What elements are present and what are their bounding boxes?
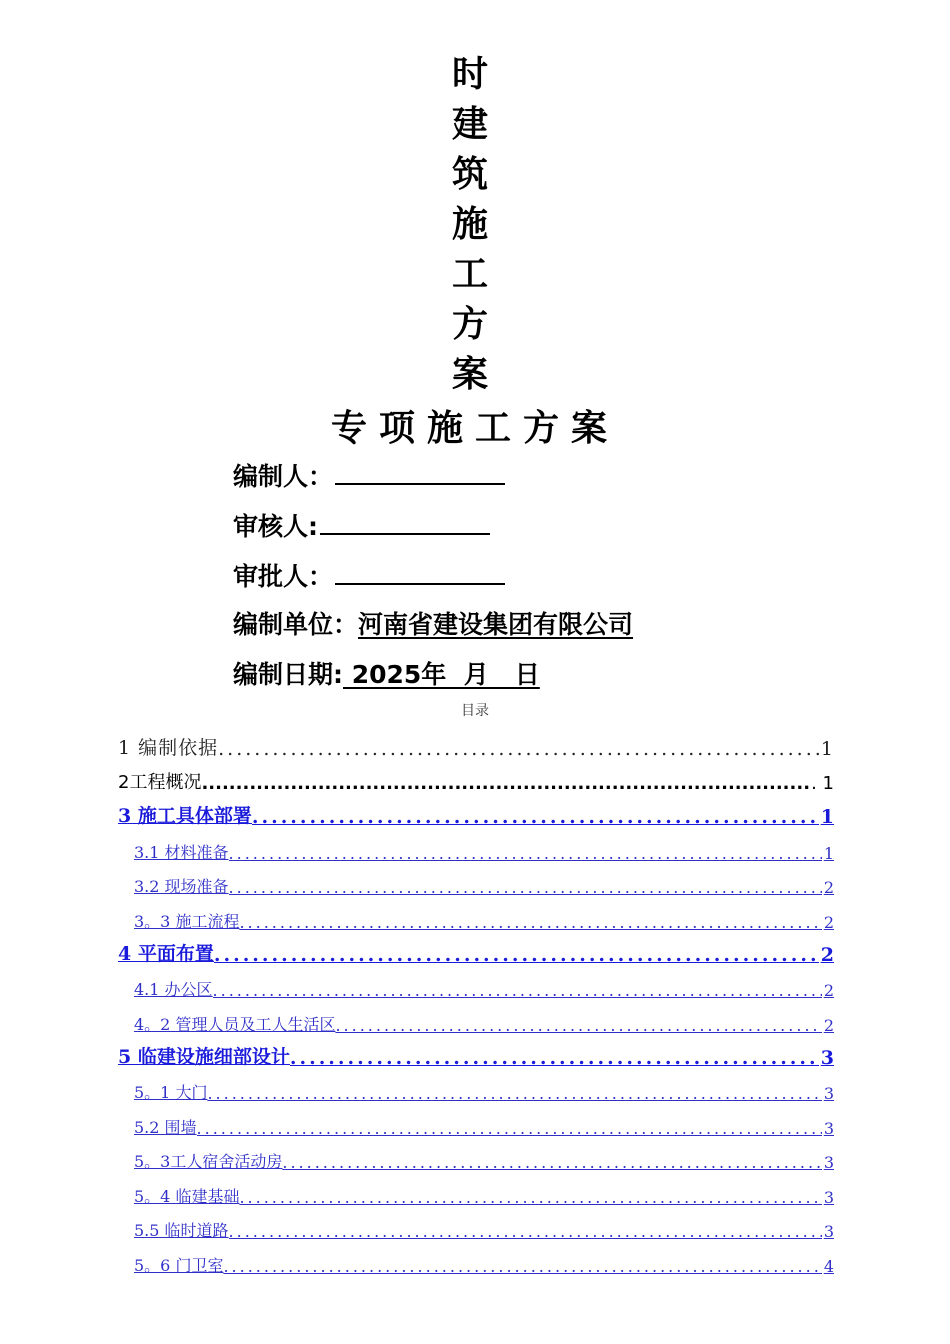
compiler-label: 编制人： (233, 462, 334, 491)
toc-leader (282, 1153, 821, 1172)
approver-blank[interactable] (335, 555, 505, 585)
table-of-contents (118, 726, 834, 1276)
cover-meta (233, 455, 833, 705)
unit-row (233, 605, 833, 655)
toc-link-section-3-2[interactable] (134, 863, 834, 898)
toc-leader (252, 806, 819, 828)
toc-leader (229, 844, 822, 863)
toc-entry-label: 5 临建设施细部设计 (118, 1045, 290, 1068)
reviewer-label: 审核人: (233, 512, 318, 541)
toc-entry-page: 3 (820, 1046, 834, 1069)
toc-leader (207, 1084, 821, 1103)
toc-link-section-4-2[interactable] (134, 1000, 834, 1035)
toc-entry-page: 2 (823, 912, 834, 932)
toc-entry-page: 1 (823, 843, 834, 863)
vertical-title-char: 施 (451, 204, 488, 245)
toc-leader (239, 1188, 821, 1207)
date-value: 2025年 月 日 (343, 660, 540, 689)
toc-leader (239, 913, 821, 932)
toc-entry-page: 4 (823, 1256, 834, 1276)
toc-leader (229, 878, 822, 897)
toc-link-section-5-5[interactable] (134, 1207, 834, 1242)
toc-entry-label: 4.1 办公区 (134, 980, 213, 999)
toc-entry-page: 3 (823, 1222, 834, 1241)
toc-entry-page: 3 (823, 1118, 834, 1138)
toc-leader (290, 1047, 819, 1069)
date-label: 编制日期: (233, 660, 343, 689)
toc-entry-label: 4 平面布置 (118, 942, 214, 965)
toc-entry-page: 2 (823, 981, 834, 1000)
toc-entry-label: 1 编制依据 (118, 737, 219, 759)
toc-link-section-5-6[interactable] (134, 1241, 834, 1276)
toc-link-section-5-2[interactable] (134, 1103, 834, 1138)
approver-label: 审批人： (233, 562, 334, 591)
toc-entry-label: 5。6 门卫室 (134, 1255, 224, 1275)
toc-leader (197, 1119, 822, 1138)
vertical-title-char: 方 (451, 304, 488, 345)
toc-entry-page: 3 (823, 1084, 834, 1103)
toc-entry-label: 5.5 临时道路 (134, 1221, 229, 1240)
vertical-title-char: 案 (451, 354, 488, 395)
toc-entry[interactable] (118, 726, 834, 760)
vertical-title-char: 筑 (451, 154, 488, 195)
toc-link-section-5[interactable] (118, 1035, 834, 1069)
toc-link-section-3-3[interactable] (134, 897, 834, 932)
approver-row (233, 555, 833, 605)
toc-entry-page: 2 (823, 1015, 834, 1035)
toc-link-section-3[interactable] (118, 794, 834, 828)
toc-entry-label: 5。4 临建基础 (134, 1186, 240, 1206)
toc-entry-page: . 1 (811, 773, 834, 794)
toc-entry-page: 2 (820, 943, 834, 966)
toc-entry-page: 3 (823, 1153, 834, 1172)
toc-link-section-5-3[interactable] (134, 1138, 834, 1173)
toc-entry-label: 3 施工具体部署 (118, 805, 252, 827)
toc-entry-label: 2工程概况 (118, 772, 202, 793)
reviewer-row (233, 505, 833, 555)
toc-entry-page: 3 (823, 1187, 834, 1207)
toc-entry-page: 1 (820, 738, 834, 760)
unit-label: 编制单位： (233, 610, 359, 639)
toc-entry-label: 3.1 材料准备 (134, 842, 229, 862)
toc-link-section-5-4[interactable] (134, 1172, 834, 1207)
vertical-title-char: 工 (451, 254, 488, 295)
toc-entry-label: 3.2 现场准备 (134, 877, 229, 896)
toc-leader (229, 1222, 822, 1241)
vertical-title-char: 时 (451, 54, 488, 95)
unit-value: 河南省建设集团有限公司 (358, 610, 634, 639)
toc-link-section-5-1[interactable] (134, 1069, 834, 1104)
vertical-title (440, 50, 500, 400)
toc-leader (335, 1016, 821, 1035)
toc-leader (213, 981, 822, 1000)
document-subtitle: 专项施工方案 (330, 408, 619, 449)
toc-leader (223, 1257, 821, 1276)
toc-link-section-4[interactable] (118, 932, 834, 966)
date-row (233, 655, 833, 705)
toc-entry[interactable] (118, 760, 834, 794)
toc-entry-label: 5。1 大门 (134, 1083, 208, 1102)
toc-link-section-3-1[interactable] (134, 828, 834, 863)
toc-link-section-4-1[interactable] (134, 966, 834, 1001)
compiler-row (233, 455, 833, 505)
toc-entry-label: 5.2 围墙 (134, 1117, 197, 1137)
toc-entry-label: 3。3 施工流程 (134, 911, 240, 931)
toc-leader (214, 944, 819, 966)
toc-leader (218, 738, 819, 760)
toc-entry-label: 4。2 管理人员及工人生活区 (134, 1014, 336, 1034)
vertical-title-char: 建 (451, 104, 488, 145)
toc-title: 目录 (461, 703, 489, 719)
toc-entry-label: 5。3工人宿舍活动房 (134, 1152, 283, 1171)
compiler-blank[interactable] (335, 455, 505, 485)
toc-entry-page: 1 (820, 806, 834, 828)
reviewer-blank[interactable] (320, 505, 490, 535)
toc-entry-page: 2 (823, 878, 834, 897)
toc-leader (201, 773, 809, 794)
